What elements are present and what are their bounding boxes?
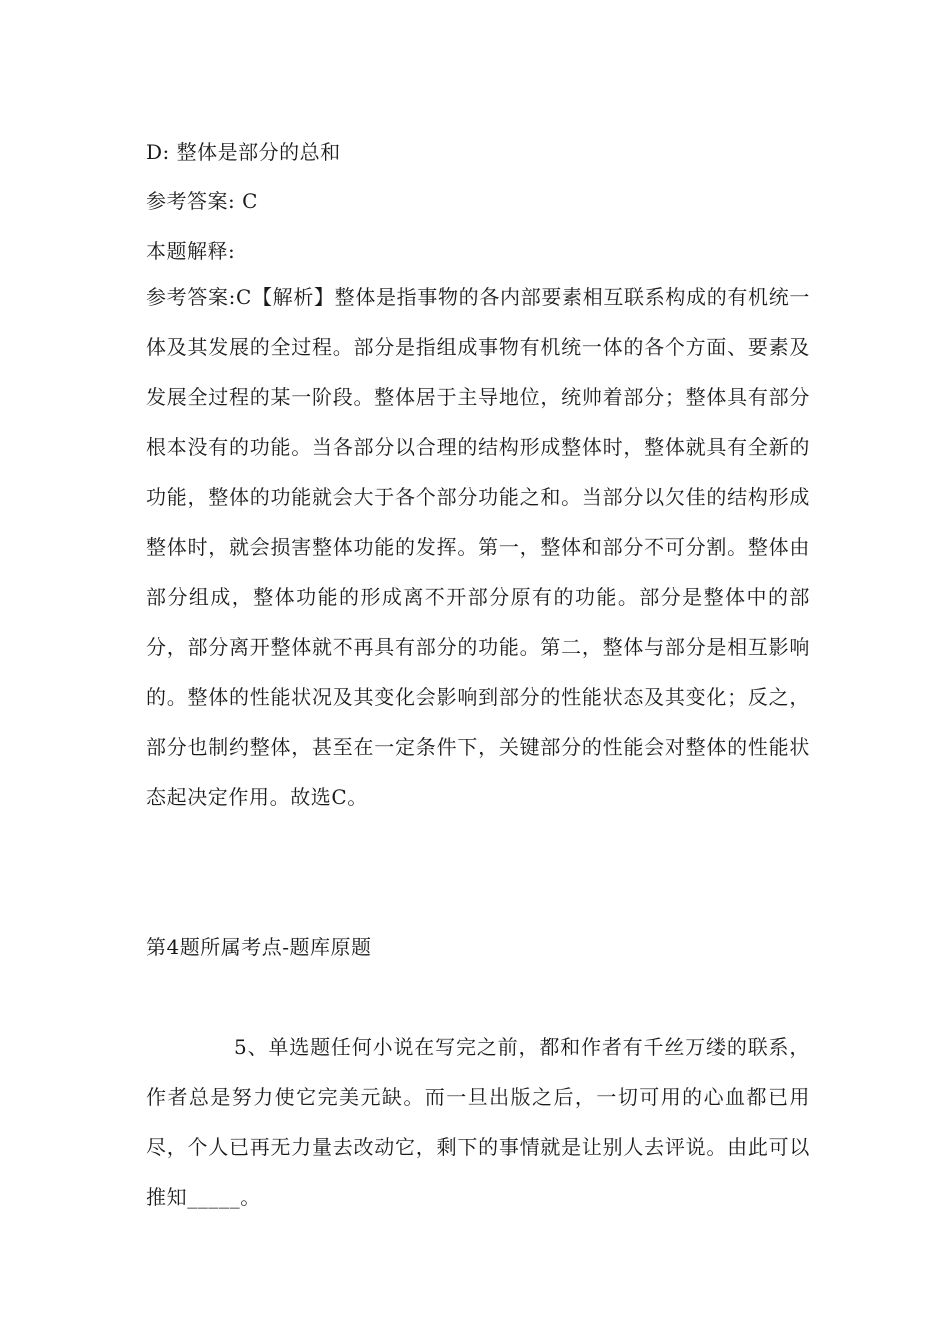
explanation-label: 本题解释: — [146, 239, 236, 263]
question-5: 5、单选题任何小说在写完之前，都和作者有千丝万缕的联系，作者总是努力使它完美元缺。而一旦出版之后，一切可用的心血都已用尽，个人已再无力量去改动它，剩下的事情就是让别人去评说。由此可以推知_____。 — [146, 1035, 810, 1209]
knowledge-point: 第4题所属考点-题库原题 — [146, 935, 372, 959]
option-d: D: 整体是部分的总和 — [146, 140, 341, 164]
reference-answer: 参考答案: C — [146, 189, 258, 213]
explanation-text: 参考答案:C【解析】整体是指事物的各内部要素相互联系构成的有机统一体及其发展的全过程。部分是指组成事物有机统一体的各个方面、要素及发展全过程的某一阶段。整体居于主导地位，统帅着部分；整体具有部分根本没有的功能。当各部分以合理的结构形成整体时，整体就具有全新的功能，整体的功能就会大于各个部分功能之和。当部分以欠佳的结构形成整体时，就会损害整体功能的发挥。第一，整体和部分不可分割。整体由部分组成，整体功能的形成离不开部分原有的功能。部分是整体中的部分，部分离开整体就不再具有部分的功能。第二，整体与部分是相互影响的。整体的性能状况及其变化会影响到部分的性能状态及其变化；反之，部分也制约整体，甚至在一定条件下，关键部分的性能会对整体的性能状态起决定作用。故选C。 — [146, 285, 810, 809]
